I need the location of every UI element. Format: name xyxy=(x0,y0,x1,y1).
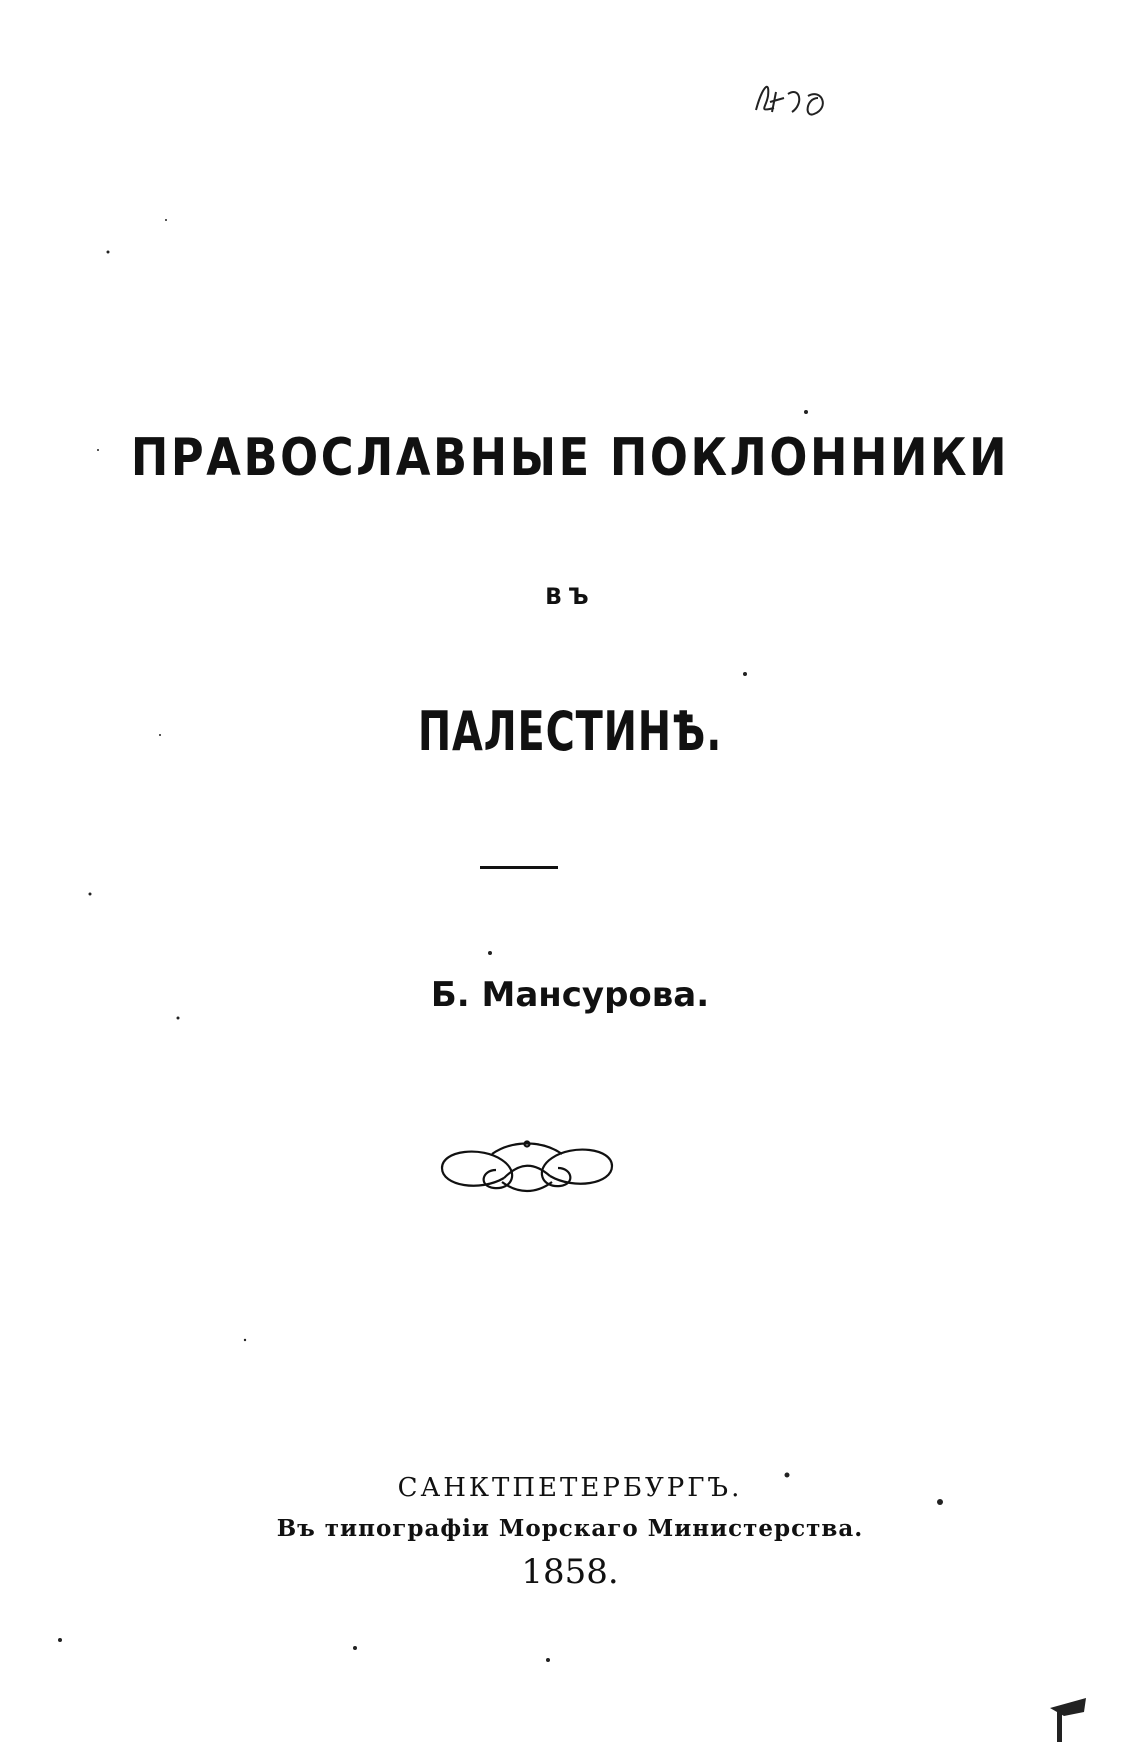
handwritten-note xyxy=(748,68,838,128)
ornament-flourish-icon xyxy=(432,1132,622,1202)
title-place: ПАЛЕСТИНѢ. xyxy=(417,700,723,763)
title-preposition: ВЪ xyxy=(545,585,595,610)
imprint-year: 1858. xyxy=(521,1552,619,1592)
divider-rule xyxy=(480,866,558,869)
book-title: ПРАВОСЛАВНЫЕ ПОКЛОННИКИ xyxy=(130,428,1010,488)
imprint-city: САНКТПЕТЕРБУРГЪ. xyxy=(397,1473,743,1503)
author-name: Б. Мансурова. xyxy=(430,975,710,1015)
imprint-press: Въ типографіи Морскаго Министерства. xyxy=(276,1515,864,1542)
